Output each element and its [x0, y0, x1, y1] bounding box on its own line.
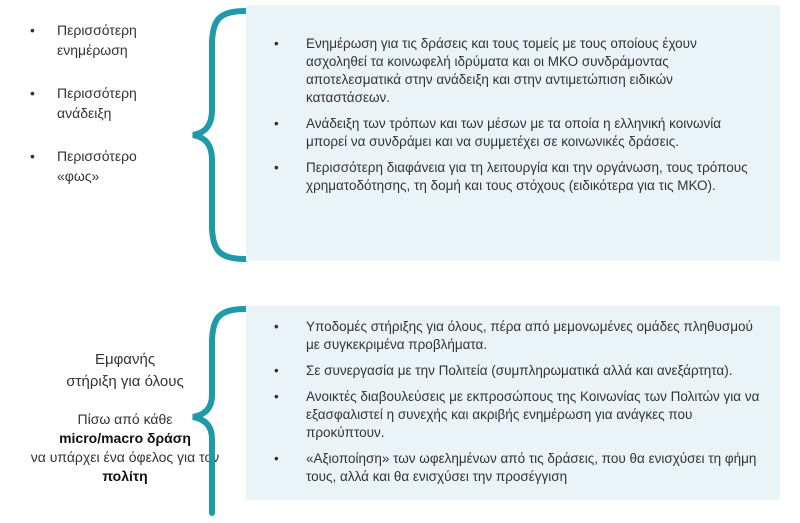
left-list: [30, 20, 180, 209]
left-item-light: [30, 146, 180, 186]
curly-brace-icon: [190, 303, 248, 523]
info-panel-top: [246, 5, 780, 261]
list-item: • «Αξιοποίηση» των ωφελημένων από τις δράσεις, που θα ενισχύσει τη φήμη τους, αλλά και θα ενισχύσει την προσέγγιση: [246, 450, 780, 486]
list-item: • Ανοικτές διαβουλεύσεις με εκπροσώπους της Κοινωνίας των Πολιτών για να εξασφαλιστεί η συνεχής και ακριβής ενημέρωση για ανάγκες που προκύπτουν.: [246, 388, 780, 442]
list-item: • Σε συνεργασία με την Πολιτεία (συμπληρωματικά αλλά και ανεξάρτητα).: [246, 362, 780, 380]
left-item-visibility: [30, 83, 180, 123]
support-desc-middle: να υπάρχει ένα όφελος για τον: [30, 449, 220, 465]
info-panel-bottom: [246, 306, 780, 500]
bullet-list: [246, 5, 780, 195]
left-item-label: Περισσότερο «φως»: [57, 148, 137, 184]
list-item: • Ενημέρωση για τις δράσεις και τους τομείς με τους οποίους έχουν ασχοληθεί τα κοινωφελή ιδρύματα και οι ΜΚΟ συνδράμοντας αποτελεσματικά στην ανάδειξη και στην αντιμετώπιση ειδικών καταστάσεων.: [246, 35, 780, 107]
left-item-label: Περισσότερη ανάδειξη: [57, 85, 137, 121]
list-item: • Περισσότερη διαφάνεια για τη λειτουργία και την οργάνωση, τους τρόπους χρηματοδότησης, τη δομή και τους στόχους (ειδικότερα για τις ΜΚΟ).: [246, 159, 780, 195]
support-desc-bold: micro/macro δράση: [59, 430, 191, 446]
bullet-list: [246, 306, 780, 486]
list-item: • Ανάδειξη των τρόπων και των μέσων με τα οποία η ελληνική κοινωνία μπορεί να συνδράμει και να συμμετέχει σε κοινωνικές δράσεις.: [246, 115, 780, 151]
support-desc-bold2: πολίτη: [102, 468, 148, 484]
support-title: Εμφανής στήριξη για όλους: [66, 351, 184, 390]
support-desc-prefix: Πίσω από κάθε: [77, 411, 173, 427]
left-item-label: Περισσότερη ενημέρωση: [57, 22, 137, 58]
list-item: • Υποδομές στήριξης για όλους, πέρα από μεμονωμένες ομάδες πληθυσμού με συγκεκριμένα προβλήματα.: [246, 318, 780, 354]
left-item-information: [30, 20, 180, 60]
curly-brace-icon: [190, 5, 248, 265]
